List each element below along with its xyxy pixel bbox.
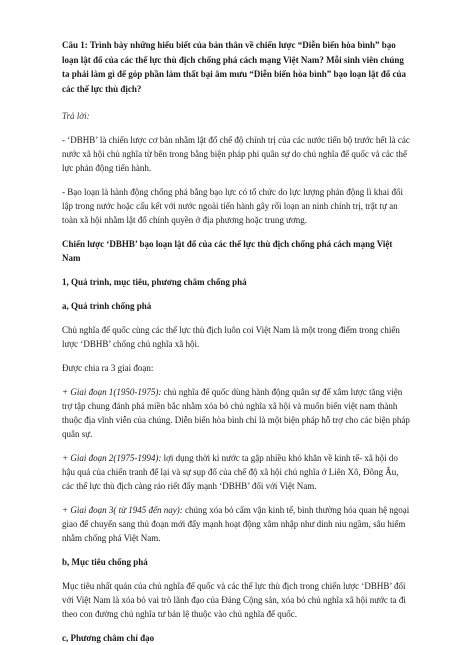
- phase-1-text: chủ nghĩa đế quốc dùng hành động quân sự để xâm lược tăng viện trợ tập chung đánh phá miền bắc nhằm xóa bỏ chủ nghĩa xã hội và muốn biến việt nam thành thuộc địa vĩnh viễn của chúng. Diễn biến hòa bình chỉ là một biện pháp hỗ trợ cho các biện pháp quân sự.: [62, 387, 410, 439]
- subsection-1c-title: c, Phương châm chỉ đạo: [62, 633, 155, 643]
- section-title: Chiến lược ‘DBHB’ bạo loạn lật đổ của các thế lực thù địch chống phá cách mạng Việt Nam: [62, 239, 393, 263]
- phase-2-label: + Giai đoạn 2(1975-1994):: [62, 453, 162, 463]
- question-text: Câu 1: Trình bày những hiểu biết của bản thân về chiến lược “Diễn biến hòa bình” bạo loạn lật đổ của các thế lực thù địch chống phá cách mạng Việt Nam? Mỗi sinh viên chúng ta phải làm gì để góp phần làm thất bại âm mưu “Diễn biến hòa bình” bạo loạn lật đổ của các thế lực thù địch?: [62, 40, 406, 94]
- phase-2-text: lợi dụng thời kì nước ta gặp nhiều khó khăn về kinh tế- xã hội do hậu quả của chiến tranh để lại và sự sụp đổ của chế độ xã hội chủ nghĩa ở Liên Xô, Đông Âu, các thế lực thù địch càng ráo riết đẩy mạnh ‘DBHB’ đối với Việt Nam.: [62, 453, 399, 491]
- phase-3-text: chúng xóa bỏ cấm vận kinh tế, bình thường hóa quan hệ ngoại giao để chuyển sang thủ đoạn mới đẩy mạnh hoạt động xâm nhập như dinh nìu ngầm, sâu hiểm nhằm chống phá Việt Nam.: [62, 505, 410, 543]
- subsection-1-title: 1, Quá trình, mục tiêu, phương châm chống phá: [62, 277, 247, 287]
- subsection-1a-title: a, Quá trình chống phá: [62, 301, 152, 311]
- phase-2-paragraph: [62, 451, 412, 493]
- phases-intro: Được chia ra 3 giai đoạn:: [62, 363, 154, 373]
- phase-1-paragraph: [62, 385, 412, 441]
- phase-1-label: + Giai đoạn 1(1950-1975):: [62, 387, 162, 397]
- answer-label: Trả lời:: [62, 111, 90, 121]
- definition-dbhb: - ‘DBHB’ là chiến lược cơ bản nhằm lật đổ chế độ chính trị của các nước tiến bộ trước hết là các nước xã hội chủ nghĩa từ bên trong bằng biện pháp phi quân sự do chủ nghĩa đế quốc và các thế lực phản động tiến hành.: [62, 135, 410, 173]
- subsection-1a-text: Chủ nghĩa đế quốc cùng các thế lực thù địch luôn coi Việt Nam là một trong điểm trong chiến lược ‘DBHB’ chống chủ nghĩa xã hội.: [62, 325, 400, 349]
- phase-3-paragraph: [62, 503, 412, 545]
- definition-bao-loan: - Bạo loạn là hành động chống phá bằng bạo lực có tổ chức do lực lượng phản động lì khai đối lập trong nước hoặc cấu kết với nước ngoài tiến hành gây rối loạn an ninh chính trị, trật tự an toàn xã hội nhằm lật đổ chính quyền ở địa phương hoặc trung ương.: [62, 187, 403, 225]
- subsection-1b-title: b, Mục tiêu chống phá: [62, 557, 148, 567]
- phase-3-label: + Giai đoạn 3( từ 1945 đến nay):: [62, 505, 183, 515]
- subsection-1b-text: Mục tiêu nhất quán của chủ nghĩa đế quốc và các thế lực thù địch trong chiến lược ‘DBHB’ đối với Việt Nam là xóa bỏ vai trò lãnh đạo của Đảng Cộng sản, xóa bỏ chủ nghĩa xã hội nước ta đi theo con đường chủ nghĩa tư bản lệ thuộc vào chủ nghĩa đế quốc.: [62, 581, 406, 619]
